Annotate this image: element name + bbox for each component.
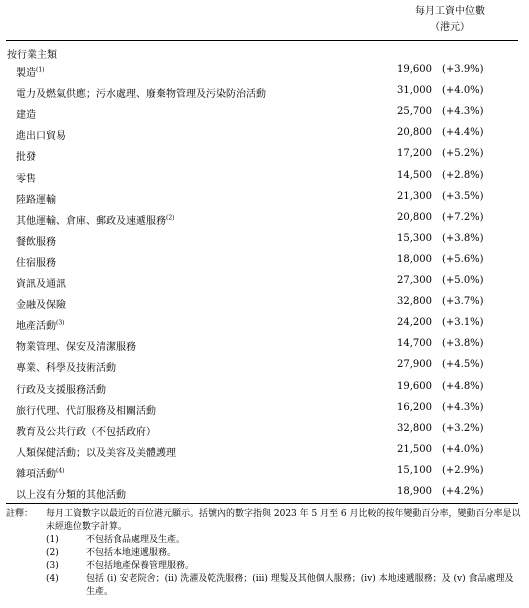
footnote-text: 不包括食品處理及生產。: [86, 535, 186, 545]
table-row: [0, 127, 529, 143]
median-wage-value: 15,300: [397, 232, 432, 244]
footnote-text: 包括 (i) 安老院舍；(ii) 洗濯及乾洗服務；(iii) 理髮及其他個人服務；(iv) 本地速遞服務；及 (v) 食品處理及生產。: [86, 574, 514, 597]
industry-name: 教育及公共行政（不包括政府）: [16, 426, 156, 438]
table-row: [0, 402, 529, 418]
yoy-change-value: (+3.8%): [442, 338, 484, 350]
industry-label: [16, 338, 136, 353]
table-row: [0, 233, 529, 249]
footnote-marker: (4): [56, 467, 65, 475]
industry-label: [16, 106, 36, 121]
table-row: [0, 359, 529, 375]
table-row: [0, 275, 529, 291]
yoy-change-value: (+2.9%): [442, 464, 484, 476]
industry-label: [16, 85, 266, 100]
industry-label: [16, 444, 176, 459]
industry-label: [16, 402, 156, 417]
median-wage-value: 18,000: [397, 253, 432, 265]
median-wage-value: 14,700: [397, 338, 432, 350]
yoy-change-value: (+4.4%): [442, 127, 484, 139]
industry-name: 進出口貿易: [16, 131, 66, 143]
median-wage-value: 20,800: [397, 211, 432, 223]
yoy-change-value: (+4.0%): [442, 85, 484, 97]
table-row: [0, 317, 529, 333]
yoy-change-value: (+3.2%): [442, 422, 484, 434]
yoy-change-value: (+5.6%): [442, 253, 484, 265]
industry-name: 零售: [16, 173, 36, 185]
median-wage-value: 16,200: [397, 401, 432, 413]
column-header: [395, 4, 505, 36]
yoy-change-value: (+7.2%): [442, 211, 484, 223]
median-wage-value: 31,000: [397, 85, 432, 97]
industry-label: [16, 212, 175, 227]
yoy-change-value: (+3.5%): [442, 190, 484, 202]
industry-name: 以上沒有分類的其他活動: [16, 490, 126, 501]
industry-name: 電力及燃氣供應；污水處理、廢棄物管理及污染防治活動: [16, 89, 266, 101]
footnote-number: (3): [46, 561, 59, 571]
table-row: [0, 212, 529, 228]
yoy-change-value: (+5.0%): [442, 275, 484, 286]
yoy-change-value: (+3.9%): [442, 64, 484, 75]
footnote-marker: (1): [36, 66, 45, 74]
industry-name: 製造: [16, 68, 36, 79]
table-row: [0, 381, 529, 397]
footnote-text: 不包括地產保養管理服務。: [86, 561, 195, 571]
median-wage-value: 27,900: [397, 359, 432, 371]
yoy-change-value: (+4.3%): [442, 106, 484, 118]
median-wage-value: 19,600: [397, 64, 432, 75]
table-row: [0, 296, 529, 312]
yoy-change-value: (+2.8%): [442, 169, 484, 181]
median-wage-value: 27,300: [397, 275, 432, 286]
industry-name: 雜項活動: [16, 468, 56, 480]
table-row: [0, 191, 529, 207]
yoy-change-value: (+4.0%): [442, 443, 484, 455]
footnote-marker: (3): [56, 319, 65, 327]
industry-label: [16, 148, 36, 163]
industry-name: 住宿服務: [16, 257, 56, 269]
median-wage-value: 25,700: [397, 106, 432, 118]
industry-name: 旅行代理、代訂服務及相關活動: [16, 405, 156, 417]
median-wage-value: 18,900: [397, 486, 432, 497]
industry-name: 人類保健活動；以及美容及美體護理: [16, 447, 176, 459]
yoy-change-value: (+4.2%): [442, 486, 484, 497]
industry-label: [16, 423, 156, 438]
median-wage-value: 32,800: [397, 296, 432, 308]
table-row: [0, 85, 529, 101]
column-header-title: 每月工資中位數: [415, 6, 485, 17]
table-row: [0, 465, 529, 481]
footnote-number: (4): [46, 574, 59, 584]
footnote-number: (2): [46, 548, 59, 558]
notes-intro: 每月工資數字以最近的百位港元顯示。括號內的數字指與 2023 年 5 月至 6 月比較的按年變動百分率，變動百分率是以未經進位數字計算。: [46, 509, 521, 532]
industry-name: 餐飲服務: [16, 236, 56, 248]
industry-label: [16, 317, 65, 332]
industry-label: [16, 296, 66, 311]
median-wage-value: 20,800: [397, 127, 432, 139]
footnote-number: (1): [46, 535, 59, 545]
median-wage-value: 24,200: [397, 317, 432, 329]
industry-label: [16, 254, 56, 269]
median-wage-value: 21,300: [397, 190, 432, 202]
industry-name: 其他運輸、倉庫、郵政及速遞服務: [16, 215, 166, 227]
industry-label: [16, 465, 65, 480]
median-wage-value: 14,500: [397, 169, 432, 181]
yoy-change-value: (+4.3%): [442, 401, 484, 413]
table-row: [0, 486, 529, 502]
industry-label: [16, 170, 36, 185]
footnote-text: 不包括本地速遞服務。: [86, 548, 177, 558]
industry-name: 陸路運輸: [16, 194, 56, 206]
table-row: [0, 106, 529, 122]
yoy-change-value: (+4.8%): [442, 380, 484, 392]
industry-name: 專業、科學及技術活動: [16, 363, 116, 375]
notes-label: 註釋：: [6, 509, 34, 519]
table-row: [0, 423, 529, 439]
industry-name: 行政及支援服務活動: [16, 384, 106, 396]
table-row: [0, 254, 529, 270]
industry-label: [16, 486, 126, 501]
industry-name: 地產活動: [16, 321, 56, 333]
table-row: [0, 338, 529, 354]
table-row: [0, 64, 529, 80]
yoy-change-value: (+3.1%): [442, 317, 484, 329]
yoy-change-value: (+3.7%): [442, 296, 484, 308]
column-header-unit: （港元）: [430, 22, 470, 33]
median-wage-value: 32,800: [397, 422, 432, 434]
industry-label: [16, 64, 45, 79]
top-rule: [6, 40, 518, 41]
footnote-marker: (2): [166, 214, 175, 222]
table-row: [0, 444, 529, 460]
bottom-rule: [6, 503, 518, 504]
yoy-change-value: (+5.2%): [442, 148, 484, 160]
table-row: [0, 170, 529, 186]
industry-name: 物業管理、保安及清潔服務: [16, 342, 136, 354]
industry-name: 資訊及通訊: [16, 279, 66, 290]
industry-name: 建造: [16, 110, 36, 122]
yoy-change-value: (+3.8%): [442, 232, 484, 244]
industry-label: [16, 191, 56, 206]
section-title: 按行業主類: [7, 50, 57, 61]
industry-label: [16, 381, 106, 396]
median-wage-value: 17,200: [397, 148, 432, 160]
table-row: [0, 148, 529, 164]
industry-label: [16, 233, 56, 248]
median-wage-value: 15,100: [397, 464, 432, 476]
industry-label: [16, 275, 66, 290]
yoy-change-value: (+4.5%): [442, 359, 484, 371]
industry-label: [16, 359, 116, 374]
median-wage-value: 19,600: [397, 380, 432, 392]
industry-name: 金融及保險: [16, 300, 66, 312]
industry-name: 批發: [16, 152, 36, 164]
industry-label: [16, 127, 66, 142]
median-wage-value: 21,500: [397, 443, 432, 455]
